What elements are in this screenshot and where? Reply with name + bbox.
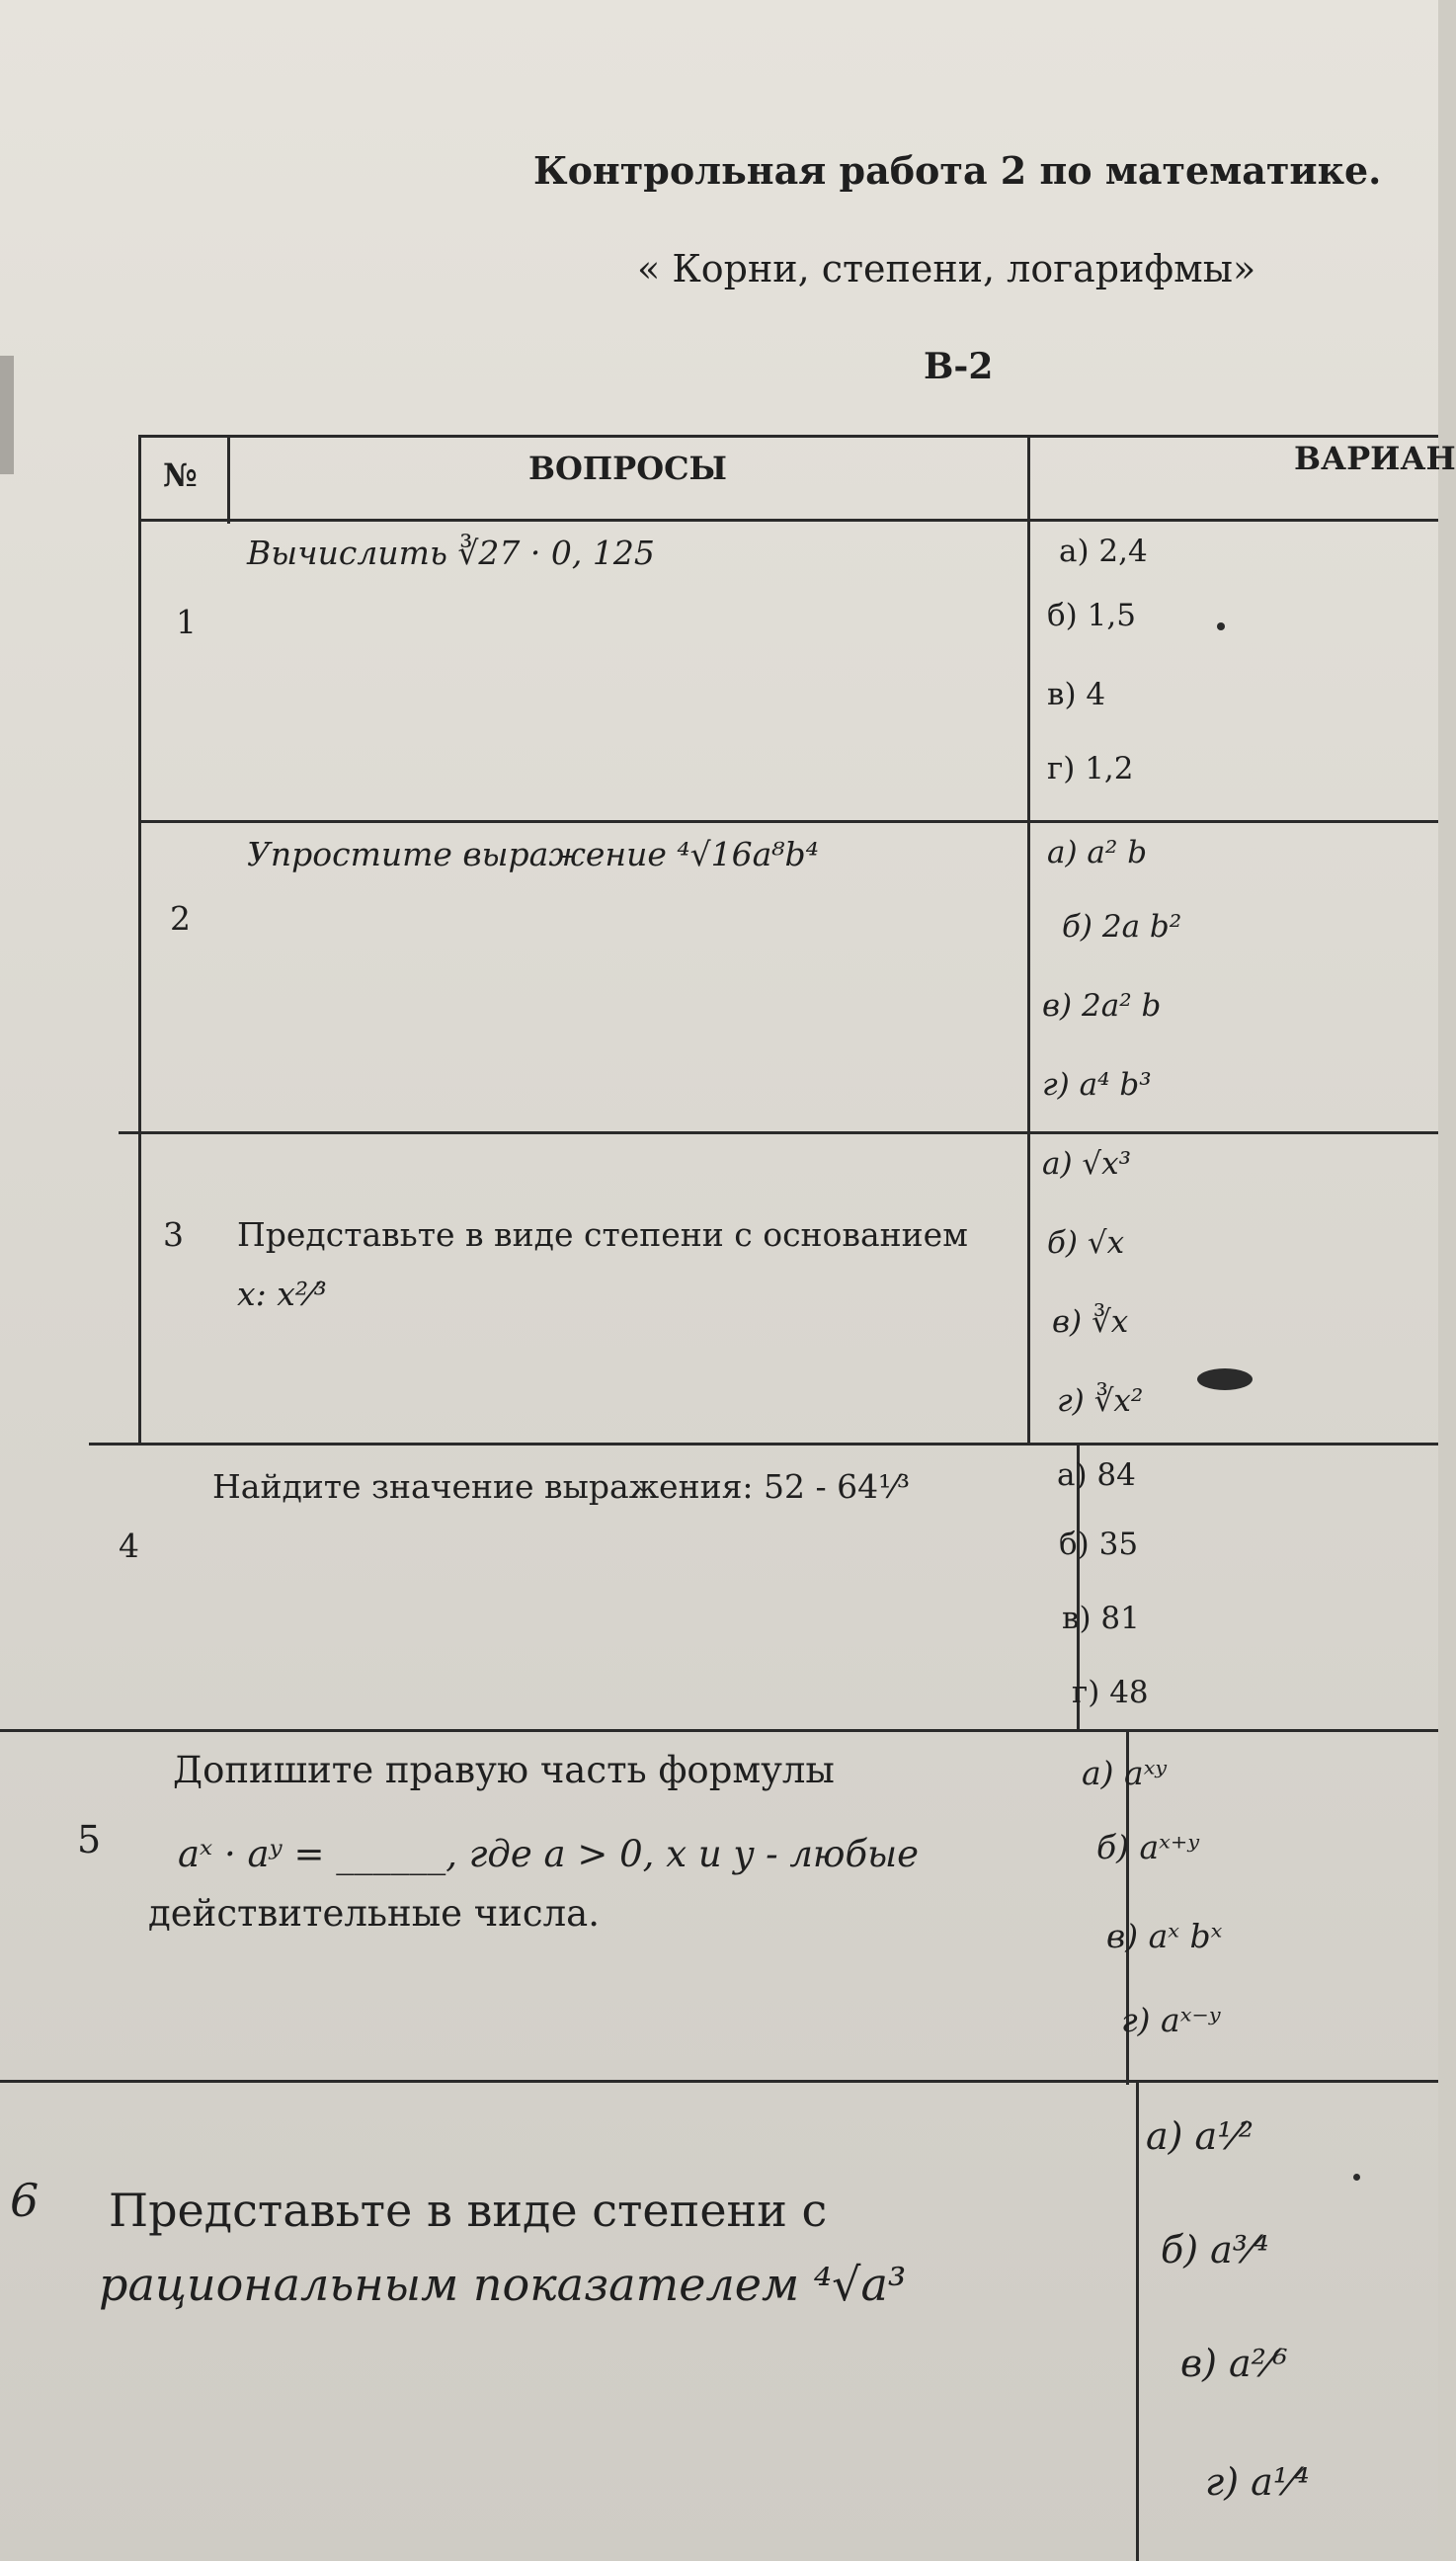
question-text: Упростите выражение ⁴√16a⁸b⁴	[247, 835, 819, 873]
answer-option: в) a²⁄⁶	[1180, 2342, 1288, 2385]
answer-option: в) 4	[1047, 677, 1106, 712]
table-line	[1136, 2080, 1139, 2561]
answer-option: б) aˣ⁺ʸ	[1096, 1828, 1200, 1866]
answer-option: б) 1,5	[1047, 598, 1136, 633]
answer-option: а) √x³	[1042, 1146, 1132, 1182]
question-number: 5	[77, 1818, 102, 1861]
question-text-line3: действительные числа.	[148, 1892, 600, 1935]
question-text: Найдите значение выражения: 52 - 64¹⁄³	[212, 1467, 911, 1506]
question-number: 4	[119, 1527, 139, 1565]
question-number: 2	[170, 899, 191, 938]
answer-option: г) ∛x²	[1057, 1383, 1144, 1419]
answer-option: в) ∛x	[1052, 1304, 1129, 1340]
table-line	[0, 2080, 1438, 2083]
answer-option: в) 2a² b	[1042, 988, 1162, 1024]
table-line	[138, 820, 1438, 823]
answer-option: б) √x	[1047, 1225, 1125, 1261]
variant-label: В-2	[924, 346, 994, 387]
ink-dot	[1217, 622, 1225, 630]
ink-blot	[1197, 1368, 1253, 1390]
table-line	[138, 435, 141, 1443]
question-text-line2: x: x²⁄³	[237, 1275, 327, 1313]
table-line	[138, 519, 1438, 522]
answer-option: б) a³⁄⁴	[1161, 2228, 1269, 2272]
answer-option: г) 48	[1072, 1675, 1149, 1710]
table-line	[138, 435, 1438, 438]
answer-option: б) 2a b²	[1062, 909, 1182, 945]
answer-option: а) a² b	[1047, 835, 1148, 870]
page-title: Контрольная работа 2 по математике.	[533, 148, 1382, 193]
answer-option: в) aˣ bˣ	[1106, 1917, 1223, 1955]
answer-option: а) a¹⁄²	[1146, 2114, 1254, 2158]
question-text: Вычислить ∛27 · 0, 125	[247, 534, 655, 572]
page-fold-shadow	[0, 356, 14, 474]
header-variants: ВАРИАН	[1294, 440, 1456, 477]
ink-dot	[1353, 2174, 1360, 2181]
page-subtitle: « Корни, степени, логарифмы»	[637, 247, 1256, 290]
header-number: №	[163, 456, 198, 494]
table-line	[227, 435, 230, 524]
answer-option: в) 81	[1062, 1601, 1140, 1636]
question-text-line1: Представьте в виде степени с основанием	[237, 1215, 968, 1254]
table-line	[1027, 435, 1030, 1443]
answer-option: г) a¹⁄⁴	[1205, 2460, 1310, 2504]
table-line	[89, 1443, 1438, 1446]
header-questions: ВОПРОСЫ	[528, 450, 727, 487]
question-text-line1: Допишите правую часть формулы	[173, 1749, 835, 1791]
table-line	[0, 1729, 1438, 1732]
table-line	[119, 1131, 1438, 1134]
answer-option: г) aˣ⁻ʸ	[1121, 2001, 1221, 2039]
question-number: 1	[176, 603, 197, 641]
answer-option: б) 35	[1059, 1527, 1139, 1562]
question-text-line1: Представьте в виде степени с	[109, 2184, 828, 2237]
question-number: 3	[163, 1215, 184, 1254]
answer-option: г) 1,2	[1047, 751, 1134, 786]
question-text-line2: aˣ · aʸ = ______, где a > 0, x и y - любые	[178, 1833, 920, 1875]
answer-option: а) 84	[1057, 1457, 1136, 1493]
answer-option: а) aˣʸ	[1082, 1754, 1168, 1792]
answer-option: г) a⁴ b³	[1042, 1067, 1152, 1103]
answer-option: а) 2,4	[1059, 534, 1148, 569]
question-number: 6	[10, 2174, 40, 2227]
question-text-line2: рациональным показателем ⁴√a³	[99, 2258, 907, 2311]
